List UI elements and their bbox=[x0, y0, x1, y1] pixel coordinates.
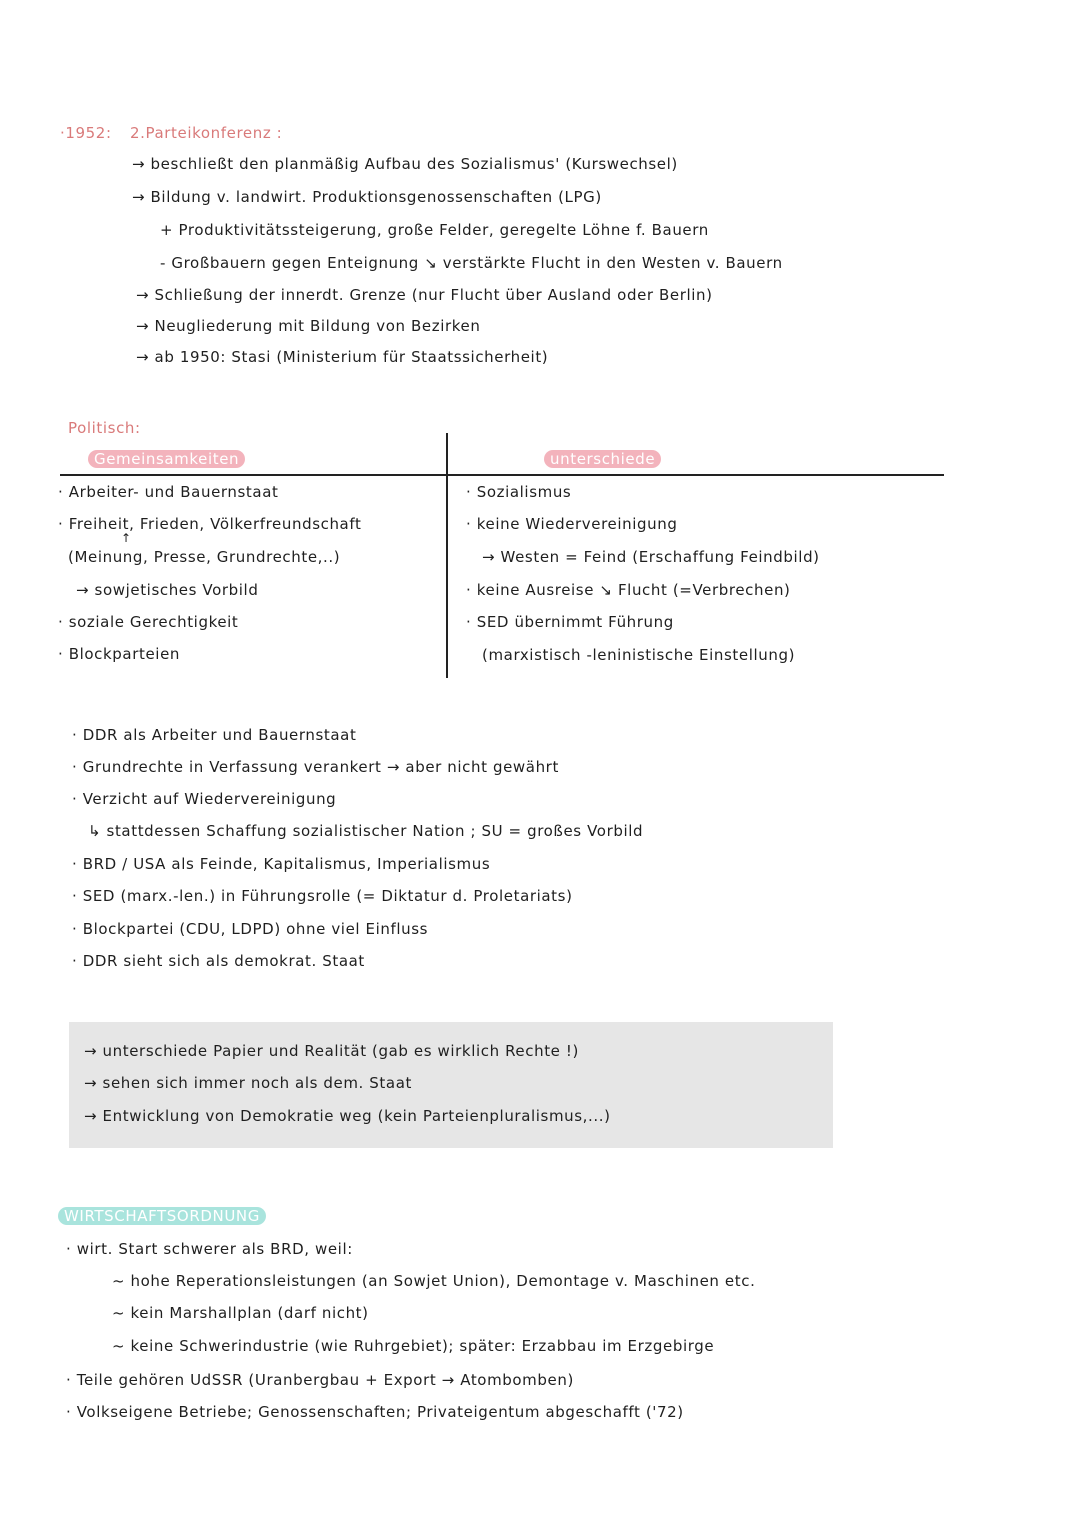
table-vertical-divider bbox=[446, 433, 448, 678]
summary-line: → sehen sich immer noch als dem. Staat bbox=[84, 1074, 412, 1092]
table-horizontal-divider bbox=[60, 474, 944, 476]
right-item: · Sozialismus bbox=[466, 483, 572, 501]
note-line: → Bildung v. landwirt. Produktionsgenossenschaften (LPG) bbox=[132, 188, 602, 206]
right-item: · keine Wiedervereinigung bbox=[466, 515, 678, 533]
ddr-point: · Grundrechte in Verfassung verankert → aber nicht gewährt bbox=[72, 758, 559, 776]
ddr-point: · DDR sieht sich als demokrat. Staat bbox=[72, 952, 365, 970]
left-item: · Freiheit, Frieden, Völkerfreundschaft bbox=[58, 515, 362, 533]
politisch-heading: Politisch: bbox=[68, 419, 141, 437]
column-header-unterschiede bbox=[544, 449, 661, 469]
ddr-point: · SED (marx.-len.) in Führungsrolle (= Diktatur d. Proletariats) bbox=[72, 887, 573, 905]
wirtschaft-line: ~ keine Schwerindustrie (wie Ruhrgebiet); später: Erzabbau im Erzgebirge bbox=[112, 1337, 715, 1355]
note-line: → Neugliederung mit Bildung von Bezirken bbox=[136, 317, 481, 335]
left-item: · Blockparteien bbox=[58, 645, 180, 663]
right-item: (marxistisch -leninistische Einstellung) bbox=[482, 646, 796, 664]
wirtschaft-line: ~ kein Marshallplan (darf nicht) bbox=[112, 1304, 369, 1322]
note-line: → beschließt den planmäßig Aufbau des Sozialismus' (Kurswechsel) bbox=[132, 155, 678, 173]
date-label: ·1952: bbox=[60, 124, 112, 142]
note-line: → Schließung der innerdt. Grenze (nur Flucht über Ausland oder Berlin) bbox=[136, 286, 713, 304]
ddr-point: · Blockpartei (CDU, LDPD) ohne viel Einfluss bbox=[72, 920, 429, 938]
section-title: 2.Parteikonferenz : bbox=[130, 124, 283, 142]
highlight-label: WIRTSCHAFTSORDNUNG bbox=[58, 1207, 266, 1225]
summary-line: → unterschiede Papier und Realität (gab es wirklich Rechte !) bbox=[84, 1042, 579, 1060]
note-line: + Produktivitätssteigerung, große Felder, geregelte Löhne f. Bauern bbox=[160, 221, 709, 239]
note-line: - Großbauern gegen Enteignung ↘ verstärkte Flucht in den Westen v. Bauern bbox=[160, 254, 783, 272]
left-item: · soziale Gerechtigkeit bbox=[58, 613, 239, 631]
right-item: · SED übernimmt Führung bbox=[466, 613, 674, 631]
wirtschaft-line: ~ hohe Reperationsleistungen (an Sowjet Union), Demontage v. Maschinen etc. bbox=[112, 1272, 756, 1290]
ddr-point: · BRD / USA als Feinde, Kapitalismus, Imperialismus bbox=[72, 855, 491, 873]
column-header-gemeinsamkeiten bbox=[88, 449, 245, 469]
ddr-point: · DDR als Arbeiter und Bauernstaat bbox=[72, 726, 357, 744]
highlight-label: unterschiede bbox=[544, 450, 661, 468]
right-item: → Westen = Feind (Erschaffung Feindbild) bbox=[482, 548, 820, 566]
highlight-label: Gemeinsamkeiten bbox=[88, 450, 245, 468]
wirtschaft-line: · Volkseigene Betriebe; Genossenschaften; Privateigentum abgeschafft ('72) bbox=[66, 1403, 684, 1421]
wirtschaft-heading bbox=[58, 1206, 266, 1226]
wirtschaft-line: · wirt. Start schwerer als BRD, weil: bbox=[66, 1240, 353, 1258]
arrow-marker: ↑ bbox=[121, 531, 132, 545]
left-item: → sowjetisches Vorbild bbox=[76, 581, 259, 599]
ddr-point: · Verzicht auf Wiedervereinigung bbox=[72, 790, 337, 808]
left-item: · Arbeiter- und Bauernstaat bbox=[58, 483, 279, 501]
note-line: → ab 1950: Stasi (Ministerium für Staatssicherheit) bbox=[136, 348, 549, 366]
left-item: (Meinung, Presse, Grundrechte,..) bbox=[68, 548, 341, 566]
wirtschaft-line: · Teile gehören UdSSR (Uranbergbau + Export → Atombomben) bbox=[66, 1371, 574, 1389]
ddr-point: ↳ stattdessen Schaffung sozialistischer Nation ; SU = großes Vorbild bbox=[88, 822, 644, 840]
right-item: · keine Ausreise ↘ Flucht (=Verbrechen) bbox=[466, 581, 791, 599]
summary-line: → Entwicklung von Demokratie weg (kein Parteienpluralismus,...) bbox=[84, 1107, 611, 1125]
